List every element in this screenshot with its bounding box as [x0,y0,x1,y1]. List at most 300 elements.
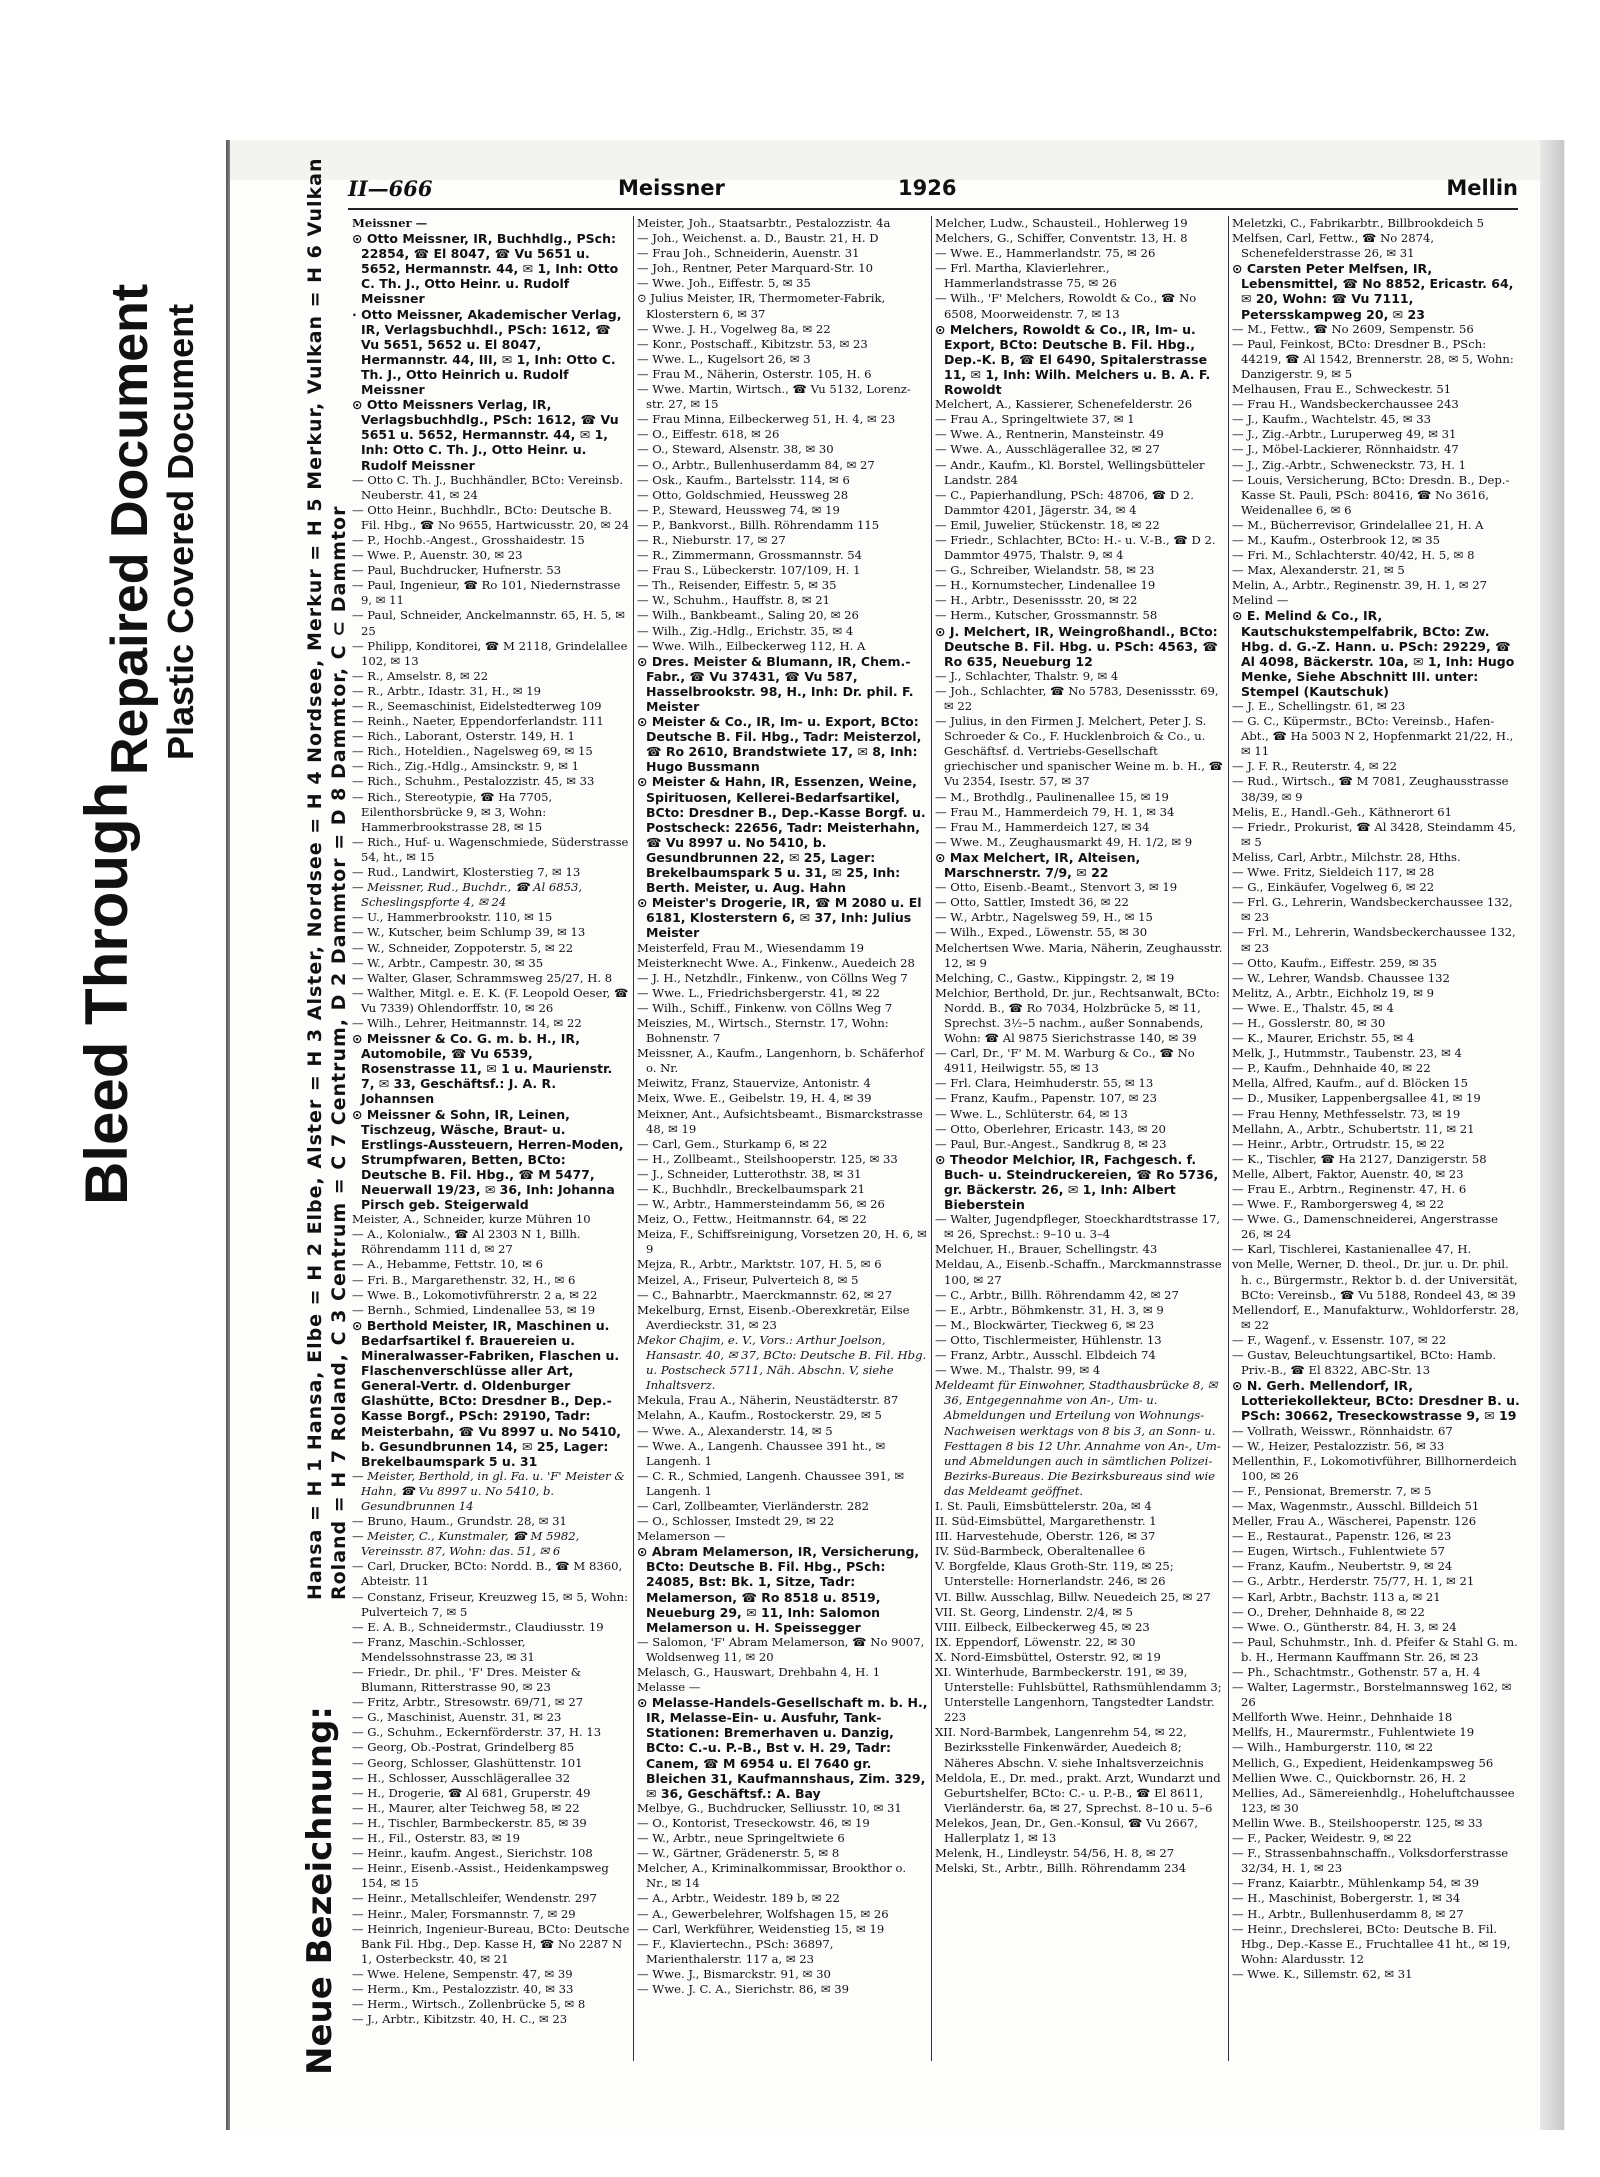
directory-entry: — Meister, Berthold, in gl. Fa. u. 'F' Meister & Hahn, ☎ Vu 8997 u. No 5410, b. Gesundbrunnen 14 [352,1468,625,1513]
directory-entry: Melbye, G., Buchdrucker, Selliusstr. 10, ✉ 31 [637,1800,902,1815]
directory-column-2 [637,216,929,2066]
directory-entry: — J., Zig.-Arbtr., Luruperweg 49, ✉ 31 [1232,427,1457,442]
directory-entry: ⊙ Julius Meister, IR, Thermometer-Fabrik, Klosterstern 6, ✉ 37 [637,291,886,321]
directory-entry: — Karl, Tischlerei, Kastanienallee 47, H. [1232,1242,1472,1257]
directory-entry: Melhausen, Frau E., Schweckestr. 51 [1232,382,1452,397]
directory-entry: — Rud., Landwirt, Klosterstieg 7, ✉ 13 [352,865,581,880]
directory-entry: — F., Klaviertechn., PSch: 36897, Marienthalerstr. 117 a, ✉ 23 [637,1936,834,1966]
directory-entry: — Carl, Zollbeamter, Vierländerstr. 282 [637,1498,870,1513]
directory-entry: — Carl, Dr., 'F' M. M. Warburg & Co., ☎ No 4911, Heilwigstr. 55, ✉ 13 [935,1046,1195,1076]
directory-entry: — Otto C. Th. J., Buchhändler, BCto: Vereinsb. Neuberstr. 41, ✉ 24 [352,472,624,502]
directory-entry: — W., Kutscher, beim Schlump 39, ✉ 13 [352,925,586,940]
directory-entry: — Philipp, Konditorei, ☎ M 2118, Grindelallee 102, ✉ 13 [352,638,628,668]
directory-entry: ⊙ Theodor Melchior, IR, Fachgesch. f. Buch- u. Steindruckereien, ☎ Ro 5736, gr. Bäckerstr. 26, ✉ 1, Inh: Albert Bieberstein [935,1151,1219,1213]
directory-entry: — Frau A., Springeltwiete 37, ✉ 1 [935,412,1135,427]
directory-entry: — W., Schneider, Zoppoterstr. 5, ✉ 22 [352,940,574,955]
directory-entry: — Salomon, 'F' Abram Melamerson, ☎ No 9007, Woldsenweg 11, ✉ 20 [637,1634,925,1664]
directory-entry: — Paul, Schuhmstr., Inh. d. Pfeifer & Stahl G. m. b. H., Hermann Kauffmann Str. 26, ✉ 23 [1232,1634,1518,1664]
directory-entry: Meiza, F., Schiffsreinigung, Vorsetzen 20, H. 6, ✉ 9 [637,1227,927,1257]
directory-entry: — W., Arbtr., Campestr. 30, ✉ 35 [352,955,544,970]
directory-entry: ⊙ Dres. Meister & Blumann, IR, Chem.-Fabr., ☎ Vu 37431, ☎ Vu 587, Hasselbrookstr. 98, H., Inh: Dr. phil. F. Meister [637,653,914,714]
directory-entry: — Karl, Arbtr., Bachstr. 113 a, ✉ 21 [1232,1589,1441,1604]
directory-entry: — Frau Henny, Methfesselstr. 73, ✉ 19 [1232,1106,1461,1121]
directory-entry: III. Harvestehude, Oberstr. 126, ✉ 37 [935,1529,1156,1544]
directory-entry: — P., Bankvorst., Billh. Röhrendamm 115 [637,517,880,532]
directory-entry: — Friedr., Prokurist, ☎ Al 3428, Steindamm 45, ✉ 5 [1232,819,1517,849]
column-rule [633,216,634,2061]
directory-entry: — Frau Minna, Eilbeckerweg 51, H. 4, ✉ 23 [637,412,896,427]
directory-entry: — F., Packer, Weidestr. 9, ✉ 22 [1232,1831,1412,1846]
directory-entry: Melin, A., Arbtr., Reginenstr. 39, H. 1, ✉ 27 [1232,578,1487,593]
directory-entry: ⊙ Otto Meissners Verlag, IR, Verlagsbuchhdlg., PSch: 1612, ☎ Vu 5651 u. 5652, Hermannstr. 44, ✉ 1, Inh: Otto C. Th. J., Otto Heinr. u. Rudolf Meissner [352,397,619,473]
directory-entry: — Heinr., Maler, Forsmannstr. 7, ✉ 29 [352,1906,576,1921]
directory-entry: — Paul, Buchdrucker, Hufnerstr. 53 [352,563,562,578]
directory-entry: Melahn, A., Kaufm., Rostockerstr. 29, ✉ 5 [637,1408,882,1423]
directory-entry: — Rich., Schuhm., Pestalozzistr. 45, ✉ 33 [352,774,595,789]
directory-entry: — G., Maschinist, Auenstr. 31, ✉ 23 [352,1710,562,1725]
directory-entry: — Wwe. Helene, Sempenstr. 47, ✉ 39 [352,1966,573,1981]
directory-entry: Melcher, A., Kriminalkommissar, Brookthor o. Nr., ✉ 14 [637,1861,907,1891]
directory-entry: Meletzki, C., Fabrikarbtr., Billbrookdeich 5 [1232,216,1485,230]
directory-entry: Mellendorf, E., Manufakturw., Wohldorferstr. 28, ✉ 22 [1232,1302,1520,1332]
directory-entry: — Paul, Bur.-Angest., Sandkrug 8, ✉ 23 [935,1136,1167,1151]
directory-entry: — Emil, Juwelier, Stückenstr. 18, ✉ 22 [935,517,1160,532]
directory-entry: — K., Buchhdlr., Breckelbaumspark 21 [637,1182,865,1196]
directory-entry: Meister, A., Schneider, kurze Mühren 10 [352,1212,591,1227]
directory-entry: Melenk, H., Lindleystr. 54/56, H. 8, ✉ 27 [935,1846,1175,1861]
directory-entry: — K., Tischler, ☎ Ha 2127, Danzigerstr. 58 [1232,1151,1487,1166]
directory-entry: — Paul, Ingenieur, ☎ Ro 101, Niedernstrasse 9, ✉ 11 [352,578,621,608]
directory-entry: — Rud., Wirtsch., ☎ M 7081, Zeughausstrasse 38/39, ✉ 9 [1232,774,1509,804]
directory-entry: — Walter, Jugendpfleger, Stoeckhardtstrasse 17, ✉ 26, Sprechst.: 9–10 u. 3–4 [935,1212,1221,1242]
directory-entry: — Osk., Kaufm., Bartelsstr. 114, ✉ 6 [637,472,850,487]
directory-entry: — P., Hochb.-Angest., Grosshaidestr. 15 [352,532,585,547]
directory-entry: — Wwe. O., Güntherstr. 84, H. 3, ✉ 24 [1232,1619,1457,1634]
directory-entry: VII. St. Georg, Lindenstr. 2/4, ✉ 5 [935,1604,1133,1619]
directory-entry: Meliss, Carl, Arbtr., Milchstr. 28, Hths. [1232,849,1461,864]
directory-entry: — E., Arbtr., Böhmkenstr. 31, H. 3, ✉ 9 [935,1302,1164,1317]
directory-entry: — Otto, Eisenb.-Beamt., Stenvort 3, ✉ 19 [935,880,1178,895]
directory-entry: — Wwe. P., Auenstr. 30, ✉ 23 [352,548,523,563]
directory-entry: — M., Bücherrevisor, Grindelallee 21, H. A [1232,517,1484,532]
directory-entry: — Max, Alexanderstr. 21, ✉ 5 [1232,563,1405,578]
page-number: II—666 [348,176,433,201]
directory-entry: — Wwe. A., Rentnerin, Mansteinstr. 49 [935,427,1164,442]
directory-entry: — H., Fil., Osterstr. 83, ✉ 19 [352,1831,521,1846]
directory-entry: — Constanz, Friseur, Kreuzweg 15, ✉ 5, Wohn: Pulverteich 7, ✉ 5 [352,1589,629,1619]
directory-entry: — H., Arbtr., Bullenhuserdamm 8, ✉ 27 [1232,1906,1464,1921]
directory-entry: — H., Zollbeamt., Steilshooperstr. 125, ✉ 33 [637,1151,898,1166]
directory-entry: II. Süd-Eimsbüttel, Margarethenstr. 1 [935,1514,1157,1529]
directory-entry: — Louis, Versicherung, BCto: Dresdn. B., Dep.-Kasse St. Pauli, PSch: 80416, ☎ No 3616, Weidenallee 6, ✉ 6 [1232,472,1510,517]
head-first-name: Meissner [618,176,725,200]
directory-entry: ⊙ Melchers, Rowoldt & Co., IR, Im- u. Export, BCto: Deutsche B. Fil. Hbg., Dep.-K. B, ☎ El 6490, Spitalerstrasse 11, ✉ 1, Inh: Wilh. Melchers u. B. A. F. Rowoldt [935,321,1211,398]
directory-entry: — Frau E., Arbtrn., Reginenstr. 47, H. 6 [1232,1182,1467,1196]
directory-column-4 [1232,216,1520,2066]
directory-entry: — Friedr., Schlachter, BCto: H.- u. V.-B., ☎ D 2. Dammtor 4975, Thalstr. 9, ✉ 4 [935,532,1216,563]
directory-entry: ⊙ Meister & Co., IR, Im- u. Export, BCto: Deutsche B. Fil. Hbg., Tadr: Meisterzol, ☎ Ro 2610, Brandstwiete 17, ✉ 8, Inh: Hugo Bussmann [637,714,922,775]
directory-entry: — Wwe. Martin, Wirtsch., ☎ Vu 5132, Lorenz-str. 27, ✉ 15 [637,382,911,412]
directory-entry: Mellin Wwe. B., Steilshooperstr. 125, ✉ 33 [1232,1815,1483,1830]
directory-entry: — H., Gosslerstr. 80, ✉ 30 [1232,1015,1386,1030]
directory-entry: — Otto, Goldschmied, Heussweg 28 [637,487,849,502]
directory-entry: — M., Fettw., ☎ No 2609, Sempenstr. 56 [1232,321,1474,336]
directory-entry: — Wwe. J. C. A., Sierichstr. 86, ✉ 39 [637,1981,849,1996]
directory-entry: — Gustav, Beleuchtungsartikel, BCto: Hamb. Priv.-B., ☎ El 8322, ABC-Str. 13 [1232,1348,1497,1378]
directory-entry: VIII. Eilbeck, Eilbeckerweg 45, ✉ 23 [935,1619,1150,1634]
running-head [348,176,1518,202]
directory-column-1 [352,216,630,2066]
directory-entry: Meister, Joh., Staatsarbtr., Pestalozzistr. 4a [637,216,891,230]
directory-entry: — F., Pensionat, Bremerstr. 7, ✉ 5 [1232,1483,1432,1498]
column-rule [1228,216,1229,2061]
directory-entry: — W., Heizer, Pestalozzistr. 56, ✉ 33 [1232,1438,1445,1453]
directory-entry: — W., Lehrer, Wandsb. Chaussee 132 [1232,970,1450,985]
directory-entry: — Wwe. M., Thalstr. 99, ✉ 4 [935,1363,1101,1378]
directory-entry: — Otto, Sattler, Imstedt 36, ✉ 22 [935,895,1129,910]
directory-entry: — Wwe. K., Sillemstr. 62, ✉ 31 [1232,1966,1413,1981]
directory-entry: — Rich., Zig.-Hdlg., Amsinckstr. 9, ✉ 1 [352,759,580,774]
directory-entry: — Wwe. E., Thalstr. 45, ✉ 4 [1232,1000,1394,1015]
directory-entry: — Georg, Ob.-Postrat, Grindelberg 85 [352,1740,575,1755]
directory-entry: Melamerson — [637,1529,726,1544]
directory-entry: — Wilh., Schiff., Finkenw. von Cöllns Weg 7 [637,1000,893,1015]
directory-entry: — W., Arbtr., neue Springeltwiete 6 [637,1831,845,1846]
directory-entry: — R., Zimmermann, Grossmannstr. 54 [637,548,862,563]
directory-entry: Mellforth Wwe. Heinr., Dehnhaide 18 [1232,1710,1453,1725]
directory-entry: Meissner — [352,216,428,230]
directory-entry: — Wwe. A., Alexanderstr. 14, ✉ 5 [637,1423,833,1438]
directory-entry: — Andr., Kaufm., Kl. Borstel, Wellingsbütteler Landstr. 284 [935,457,1205,487]
directory-entry: — Max, Wagenmstr., Ausschl. Billdeich 51 [1232,1498,1480,1513]
directory-entry: — Otto, Kaufm., Eiffestr. 259, ✉ 35 [1232,955,1438,970]
directory-entry: — Wwe. Fritz, Sieldeich 117, ✉ 28 [1232,865,1435,880]
directory-entry: — Wwe. E., Hammerlandstr. 75, ✉ 26 [935,246,1156,261]
directory-entry: Mekelburg, Ernst, Eisenb.-Oberexkretär, Eilse Averdieckstr. 31, ✉ 23 [637,1302,910,1332]
directory-entry: IX. Eppendorf, Löwenstr. 22, ✉ 30 [935,1634,1136,1649]
directory-entry: — Fri. B., Margarethenstr. 32, H., ✉ 6 [352,1272,576,1287]
directory-entry: — A., Kolonialw., ☎ Al 2303 N 1, Billh. Röhrendamm 111 d, ✉ 27 [352,1227,581,1257]
directory-entry: — Heinr., Arbtr., Ortrudstr. 15, ✉ 22 [1232,1136,1445,1151]
directory-entry: — Fri. M., Schlachterstr. 40/42, H. 5, ✉ 8 [1232,548,1475,563]
directory-entry: Melk, J., Hutmmstr., Taubenstr. 23, ✉ 4 [1232,1046,1462,1061]
directory-entry: — Julius, in den Firmen J. Melchert, Peter J. S. Schroeder & Co., F. Hucklenbroich & Co., u. Geschäftsf. d. Vertriebs-Gesellschaft griechischer und spanischer Weine m. b. H., ☎ Vu 2354, Isestr. 57, ✉ 37 [935,714,1224,789]
directory-entry: Meisterfeld, Frau M., Wiesendamm 19 [637,940,865,955]
directory-entry: — Wwe. G., Damenschneiderei, Angerstrasse 26, ✉ 24 [1232,1212,1498,1242]
directory-entry: Mellich, G., Expedient, Heidenkampsweg 56 [1232,1755,1494,1770]
directory-entry: — Wwe. M., Zeughausmarkt 49, H. 1/2, ✉ 9 [935,834,1193,849]
directory-entry: — Frau M., Hammerdeich 127, ✉ 34 [935,819,1150,834]
directory-entry: Meldau, A., Eisenb.-Schaffn., Marckmannstrasse 100, ✉ 27 [935,1257,1222,1287]
directory-entry: — O., Arbtr., Bullenhuserdamm 84, ✉ 27 [637,457,875,472]
directory-entry: — C. R., Schmied, Langenh. Chaussee 391, ✉ Langenh. 1 [637,1468,905,1498]
directory-entry: — Wilh., Zig.-Hdlg., Erichstr. 35, ✉ 4 [637,623,854,638]
directory-entry: — C., Papierhandlung, PSch: 48706, ☎ D 2. Dammtor 4201, Jägerstr. 34, ✉ 4 [935,487,1194,517]
directory-entry: — Heinr., kaufm. Angest., Sierichstr. 108 [352,1846,593,1861]
directory-entry: — Wilh., Lehrer, Heitmannstr. 14, ✉ 22 [352,1015,582,1030]
directory-entry: — Meister, C., Kunstmaler, ☎ M 5982, Vereinsstr. 87, Wohn: das. 51, ✉ 6 [352,1529,580,1559]
directory-entry: — Wwe. J. H., Vogelweg 8a, ✉ 22 [637,321,831,336]
directory-entry: — Wilh., Bankbeamt., Saling 20, ✉ 26 [637,608,859,623]
directory-entry: Melind — [1232,593,1289,608]
directory-entry: — R., Arbtr., Idastr. 31, H., ✉ 19 [352,683,541,698]
directory-entry: — Carl, Gem., Sturkamp 6, ✉ 22 [637,1136,828,1151]
directory-entry: — Bernh., Schmied, Lindenallee 53, ✉ 19 [352,1302,596,1317]
directory-entry: — Joh., Rentner, Peter Marquard-Str. 10 [637,261,874,276]
directory-entry: — J., Möbel-Lackierer, Rönnhaidstr. 47 [1232,442,1459,457]
directory-entry: ⊙ Meister's Drogerie, IR, ☎ M 2080 u. El 6181, Klosterstern 6, ✉ 37, Inh: Julius Meister [637,895,922,941]
directory-entry: — Herm., Kutscher, Grossmannstr. 58 [935,608,1158,623]
directory-entry: — R., Amselstr. 8, ✉ 22 [352,668,489,683]
directory-entry: — G., Schuhm., Eckernförderstr. 37, H. 13 [352,1725,602,1740]
directory-entry: — H., Schlosser, Ausschlägerallee 32 [352,1770,571,1785]
directory-entry: — P., Kaufm., Dehnhaide 40, ✉ 22 [1232,1061,1431,1076]
directory-entry: — Joh., Schlachter, ☎ No 5783, Desenissstr. 69, ✉ 22 [935,683,1219,713]
directory-entry: — D., Musiker, Lappenbergsallee 41, ✉ 19 [1232,1091,1481,1106]
plastic-covered-label: Plastic Covered Document [160,303,201,760]
directory-entry: ⊙ Carsten Peter Melfsen, IR, Lebensmittel, ☎ No 8852, Ericastr. 64, ✉ 20, Wohn: ☎ Vu 7111, Petersskampweg 20, ✉ 23 [1232,261,1514,322]
directory-entry: Meisterknecht Wwe. A., Finkenw., Auedeich 28 [637,955,915,970]
directory-entry: — Wwe. Wilh., Eilbeckerweg 112, H. A [637,638,866,653]
directory-entry: — K., Maurer, Erichstr. 55, ✉ 4 [1232,1031,1415,1046]
directory-entry: — Ph., Schachtmstr., Gothenstr. 57 a, H. 4 [1232,1665,1481,1679]
directory-entry: Meller, Frau A., Wäscherei, Papenstr. 126 [1232,1514,1477,1529]
directory-entry: — H., Kornumstecher, Lindenallee 19 [935,578,1156,593]
page-right-edge [1540,140,1600,2130]
directory-entry: Melching, C., Gastw., Kippingstr. 2, ✉ 19 [935,970,1175,985]
directory-entry: — G., Arbtr., Herderstr. 75/77, H. 1, ✉ 21 [1232,1574,1475,1589]
directory-entry: — Meissner, Rud., Buchdr., ☎ Al 6853, Scheslingspforte 4, ✉ 24 [352,880,583,910]
directory-entry: — F., Wagenf., v. Essenstr. 107, ✉ 22 [1232,1332,1447,1347]
directory-entry: Melski, St., Arbtr., Billh. Röhrendamm 234 [935,1861,1187,1876]
directory-entry: — Herm., Wirtsch., Zollenbrücke 5, ✉ 8 [352,1997,586,2012]
banner-title: Neue Bezeichnung: [300,1705,340,2075]
directory-entry: — Wwe. J., Bismarckstr. 91, ✉ 30 [637,1966,831,1981]
directory-entry: — O., Dreher, Dehnhaide 8, ✉ 22 [1232,1604,1425,1619]
directory-entry: Melfsen, Carl, Fettw., ☎ No 2874, Schenefelderstrasse 26, ✉ 31 [1232,231,1435,261]
repaired-document-label: Repaired Document [101,283,159,775]
directory-entry: ⊙ Max Melchert, IR, Alteisen, Marschnerstr. 7/9, ✉ 22 [935,849,1141,881]
banner-line-2: Roland = H 7 Roland, C 3 Centrum = C 7 Centrum, D 2 Dammtor = D 8 Dammtor, C ⊂ Dammtor [328,505,350,1600]
directory-entry: — Heinr., Metallschleifer, Wendenstr. 297 [352,1891,597,1906]
directory-entry: — Wwe. B., Lokomotivführerstr. 2 a, ✉ 22 [352,1287,598,1302]
directory-entry: Meizel, A., Friseur, Pulverteich 8, ✉ 5 [637,1272,859,1287]
directory-entry: — Wilh., Hamburgerstr. 110, ✉ 22 [1232,1740,1434,1755]
directory-entry: ⊙ N. Gerh. Mellendorf, IR, Lotteriekollekteur, BCto: Dresdner B. u. PSch: 30662, Treseckowstrasse 9, ✉ 19 [1232,1378,1520,1424]
directory-entry: — Bruno, Haum., Grundstr. 28, ✉ 31 [352,1514,567,1529]
directory-entry: — O., Steward, Alsenstr. 38, ✉ 30 [637,442,834,457]
directory-entry: Mekor Chajim, e. V., Vors.: Arthur Joelson, Hansastr. 40, ✉ 37, BCto: Deutsche B. Fil. Hbg. u. Postscheck 5711, Näh. Abschn. V, siehe Inhaltsverz. [637,1332,927,1393]
directory-entry: — Wwe. A., Ausschlägerallee 32, ✉ 27 [935,442,1160,457]
directory-entry: Melcher, Ludw., Schausteil., Hohlerweg 19 [935,216,1188,230]
directory-entry: — J., Arbtr., Kibitzstr. 40, H. C., ✉ 23 [352,2012,568,2027]
directory-entry: X. Nord-Eimsbüttel, Osterstr. 92, ✉ 19 [935,1649,1161,1664]
directory-entry: ⊙ Meissner & Sohn, IR, Leinen, Tischzeug, Wäsche, Braut- u. Erstlings-Aussteuern, Herren-Moden, Strumpfwaren, Betten, BCto: Deutsche B. Fil. Hbg., ☎ M 5477, Neuerwall 19/23, ✉ 36, Inh: Johanna Pirsch geb. Steigerwald [352,1106,624,1213]
directory-entry: — O., Eiffestr. 618, ✉ 26 [637,427,780,442]
directory-entry: — Heinrich, Ingenieur-Bureau, BCto: Deutsche Bank Fil. Hbg., Dep. Kasse H, ☎ No 2287 N 1, Osterbeckstr. 40, ✉ 21 [352,1921,630,1966]
directory-entry: — W., Arbtr., Nagelsweg 59, H., ✉ 15 [935,910,1153,925]
directory-entry: — O., Kontorist, Treseckowstr. 46, ✉ 19 [637,1815,870,1830]
directory-entry: — J., Kaufm., Wachtelstr. 45, ✉ 33 [1232,412,1431,427]
directory-entry: Meiwitz, Franz, Stauervize, Antonistr. 4 [637,1076,871,1091]
directory-entry: — Rich., Stereotypie, ☎ Ha 7705, Eilenthorsbrücke 9, ✉ 3, Wohn: Hammerbrookstrasse 28, ✉ 15 [352,789,553,834]
directory-entry: — Frau H., Wandsbeckerchaussee 243 [1232,397,1459,412]
directory-entry: Melchuer, H., Brauer, Schellingstr. 43 [935,1242,1158,1257]
directory-entry: — Frl. G., Lehrerin, Wandsbeckerchaussee 132, ✉ 23 [1232,895,1513,925]
directory-entry: — Joh., Weichenst. a. D., Baustr. 21, H. D [637,231,879,246]
directory-entry: — U., Hammerbrookstr. 110, ✉ 15 [352,910,553,925]
directory-entry: Meldeamt für Einwohner, Stadthausbrücke 8, ✉ 36, Entgegennahme von An-, Um- u. Abmeldungen und Erteilung von Wohnungs-Nachweisen werktags von 8 bis 3, an Sonn- u. Festtagen 8 bis 12 Uhr. Annahme von An-, Um- und Abmeldungen auch in sämtlichen Polizei-Bezirks-Bureaus. Die Bezirksbureaus sind wie das Meldeamt geöffnet. [935,1378,1221,1498]
directory-entry: Mellies, Ad., Sämereienhdlg., Hoheluftchaussee 123, ✉ 30 [1232,1785,1515,1815]
directory-entry: — Paul, Schneider, Anckelmannstr. 65, H. 5, ✉ 25 [352,608,625,638]
directory-entry: — G., Einkäufer, Vogelweg 6, ✉ 22 [1232,880,1435,895]
directory-entry: Meixner, Ant., Aufsichtsbeamt., Bismarckstrasse 48, ✉ 19 [637,1106,923,1136]
directory-entry: — Carl, Drucker, BCto: Nordd. B., ☎ M 8360, Abteistr. 11 [352,1559,623,1589]
directory-entry: ⊙ Otto Meissner, IR, Buchhdlg., PSch: 22854, ☎ El 8047, ☎ Vu 5651 u. 5652, Hermannstr. 44, ✉ 1, Inh: Otto C. Th. J., Otto Heinr. u. Rudolf Meissner [352,231,619,307]
directory-entry: Melchert, A., Kassierer, Schenefelderstr. 26 [935,397,1193,412]
directory-entry: ⊙ Meissner & Co. G. m. b. H., IR, Automobile, ☎ Vu 6539, Rosenstrasse 11, ✉ 1 u. Maurienstr. 7, ✉ 33, Geschäftsf.: J. A. R. Johannsen [352,1031,613,1107]
directory-entry: — Otto, Tischlermeister, Hühlenstr. 13 [935,1332,1162,1347]
bleed-through-label: Bleed Through [73,781,140,1205]
directory-entry: — Konr., Postschaff., Kibitzstr. 53, ✉ 23 [637,336,868,351]
directory-entry: — Frl. Clara, Heimhuderstr. 55, ✉ 13 [935,1076,1154,1091]
directory-entry: — Carl, Werkführer, Weidenstieg 15, ✉ 19 [637,1921,885,1936]
directory-entry: — Frl. Martha, Klavierlehrer., Hammerlandstrasse 75, ✉ 26 [935,261,1117,291]
head-last-name: Mellin [1446,176,1518,200]
directory-entry: ⊙ Abram Melamerson, IR, Versicherung, BCto: Deutsche B. Fil. Hbg., PSch: 24085, Bst: Bk. 1, Sitze, Tadr: Melamerson, ☎ Ro 8518 u. 8519, Neueburg 29, ✉ 11, Inh: Salomon Melamerson u. H. Speissegger [637,1544,920,1635]
directory-entry: — R., Seemaschinist, Eidelstedterweg 109 [352,699,602,713]
directory-entry: — P., Steward, Heussweg 74, ✉ 19 [637,502,840,517]
directory-entry: VI. Billw. Ausschlag, Billw. Neuedeich 25, ✉ 27 [935,1589,1211,1604]
directory-entry: — J. E., Schellingstr. 61, ✉ 23 [1232,699,1406,713]
directory-entry: Mella, Alfred, Kaufm., auf d. Blöcken 15 [1232,1076,1469,1091]
directory-entry: — G. C., Küpermstr., BCto: Vereinsb., Hafen-Abt., ☎ Ha 5003 N 2, Hopfenmarkt 21/22, H., ✉ 11 [1232,714,1514,759]
directory-entry: — Vollrath, Weisswr., Rönnhaidstr. 67 [1232,1423,1453,1438]
directory-entry: — Franz, Kaufm., Papenstr. 107, ✉ 23 [935,1091,1157,1106]
directory-entry: Meix, Wwe. E., Geibelstr. 19, H. 4, ✉ 39 [637,1091,872,1106]
directory-entry: — Rich., Hoteldien., Nagelsweg 69, ✉ 15 [352,744,593,759]
directory-entry: — A., Gewerbelehrer, Wolfshagen 15, ✉ 26 [637,1906,889,1921]
directory-entry: Mekula, Frau A., Näherin, Neustädterstr. 87 [637,1393,899,1408]
directory-entry: ⊙ Meister & Hahn, IR, Essenzen, Weine, Spirituosen, Kellerei-Bedarfsartikel, BCto: Dresdner B., Dep.-Kasse Borgf. u. Postscheck: 22656, Tadr: Meisterhahn, ☎ Vu 8997 u. No 5410, b. Gesundbrunnen 22, ✉ 25, Lager: Brekelbaumspark 5 u. 31, ✉ 25, Inh: Berth. Meister, u. Aug. Hahn [637,774,926,896]
directory-entry: — M., Kaufm., Osterbrook 12, ✉ 35 [1232,532,1441,547]
directory-entry: I. St. Pauli, Eimsbüttelerstr. 20a, ✉ 4 [935,1498,1152,1513]
directory-entry: — A., Arbtr., Weidestr. 189 b, ✉ 22 [637,1891,840,1906]
directory-entry: — Wilh., 'F' Melchers, Rowoldt & Co., ☎ No 6508, Moorweidenstr. 7, ✉ 13 [935,291,1197,321]
directory-column-3 [935,216,1226,2066]
column-rule [931,216,932,2061]
directory-entry: Melle, Albert, Faktor, Auenstr. 40, ✉ 23 [1232,1166,1464,1181]
directory-entry: — Franz, Kaufm., Neubertstr. 9, ✉ 24 [1232,1559,1453,1574]
directory-entry: — Frl. M., Lehrerin, Wandsbeckerchaussee 132, ✉ 23 [1232,925,1516,955]
directory-entry: — Eugen, Wirtsch., Fuhlentwiete 57 [1232,1544,1446,1559]
directory-entry: — C., Arbtr., Billh. Röhrendamm 42, ✉ 27 [935,1287,1179,1302]
directory-entry: XI. Winterhude, Barmbeckerstr. 191, ✉ 39, Unterstelle: Fuhlsbüttel, Rathsmühlendamm 3; Unterstelle Langenhorn, Tangstedter Landstr. 223 [935,1665,1222,1725]
directory-entry: — Franz, Maschin.-Schlosser, Mendelssohnstrasse 23, ✉ 31 [352,1634,535,1664]
directory-entry: Melis, E., Handl.-Geh., Käthnerort 61 [1232,804,1453,819]
directory-entry: — A., Hebamme, Fettstr. 10, ✉ 6 [352,1257,543,1272]
directory-entry: — Frau M., Hammerdeich 79, H. 1, ✉ 34 [935,804,1175,819]
directory-entry: — Walter, Lagermstr., Borstelmannsweg 162, ✉ 26 [1232,1680,1512,1710]
directory-entry: Mellenthin, F., Lokomotivführer, Billhornerdeich 100, ✉ 26 [1232,1453,1517,1483]
directory-entry: ⊙ E. Melind & Co., IR, Kautschukstempelfabrik, BCto: Zw. Hbg. d. G.-Z. Hann. u. PSch: 29229, ☎ Al 4098, Bäckerstr. 10a, ✉ 1, Inh: Hugo Menke, Siehe Abschnitt III. unter: Stempel (Kautschuk) [1232,608,1515,699]
directory-entry: — Wwe. L., Schlüterstr. 64, ✉ 13 [935,1106,1128,1121]
directory-entry: — J. H., Netzhdlr., Finkenw., von Cöllns Weg 7 [637,970,908,985]
directory-entry: — H., Tischler, Barmbeckerstr. 85, ✉ 39 [352,1815,587,1830]
directory-entry: — Franz, Arbtr., Ausschl. Elbdeich 74 [935,1348,1156,1363]
directory-entry: — Wilh., Exped., Löwenstr. 55, ✉ 30 [935,925,1148,940]
directory-entry: ⊙ J. Melchert, IR, Weingroßhandl., BCto: Deutsche B. Fil. Hbg. u. PSch: 4563, ☎ Ro 635, Neueburg 12 [935,623,1218,669]
directory-entry: — Otto Heinr., Buchhdlr., BCto: Deutsche B. Fil. Hbg., ☎ No 9655, Hartwicusstr. 20, ✉ 24 [352,502,629,532]
directory-entry: — Otto, Oberlehrer, Ericastr. 143, ✉ 20 [935,1121,1166,1136]
directory-entry: Melasse — [637,1680,701,1695]
directory-entry: — Rich., Laborant, Osterstr. 149, H. 1 [352,729,575,744]
directory-entry: — H., Arbtr., Desenissstr. 20, ✉ 22 [935,593,1138,608]
directory-entry: V. Borgfelde, Klaus Groth-Str. 119, ✉ 25; Unterstelle: Hornerlandstr. 246, ✉ 26 [935,1559,1174,1589]
directory-entry: — J., Schneider, Lutterothstr. 38, ✉ 31 [637,1166,862,1181]
directory-entry: — Wwe. L., Friedrichsbergerstr. 41, ✉ 22 [637,985,881,1000]
directory-entry: — Georg, Schlosser, Glashüttenstr. 101 [352,1755,583,1770]
directory-entry: — E. A. B., Schneidermstr., Claudiusstr. 19 [352,1619,604,1634]
directory-entry: Melchers, G., Schiffer, Conventstr. 13, H. 8 [935,231,1188,246]
directory-entry: — Frau S., Lübeckerstr. 107/109, H. 1 [637,563,861,578]
directory-entry: — F., Strassenbahnschaffn., Volksdorferstrasse 32/34, H. 1, ✉ 23 [1232,1846,1509,1876]
directory-entry: — W., Schuhm., Hauffstr. 8, ✉ 21 [637,593,830,608]
directory-entry: Melekos, Jean, Dr., Gen.-Konsul, ☎ Vu 2667, Hallerplatz 1, ✉ 13 [935,1815,1199,1846]
directory-entry: von Melle, Werner, D. theol., Dr. jur. u. Dr. phil. h. c., Bürgermstr., Rektor b. d. der Universität, BCto: Vereinsb., ☎ Vu 5188, Rondeel 43, ✉ 39 [1232,1257,1518,1302]
directory-entry: · Otto Meissner, Akademischer Verlag, IR, Verlagsbuchhdl., PSch: 1612, ☎ Vu 5651, 5652 u. El 8047, Hermannstr. 44, III, ✉ 1, Inh: Otto C. Th. J., Otto Heinrich u. Rudolf Meissner [352,306,622,398]
banner-line-1: Hansa = H 1 Hansa, Elbe = H 2 Elbe, Alster = H 3 Alster, Nordsee = H 4 Nordsee, Merkur = H 5 Merkur, Vulkan = H 6 Vulkan [304,157,326,1600]
head-rule [348,208,1518,210]
directory-entry: XII. Nord-Barmbek, Langenrehm 54, ✉ 22, Bezirksstelle Finkenwärder, Auedeich 8; Näheres Abschn. V. siehe Inhaltsverzeichnis [935,1725,1204,1770]
directory-entry: Melchior, Berthold, Dr. jur., Rechtsanwalt, BCto: Nordd. B., ☎ Ro 7034, Holzbrücke 5, ✉ 11, Sprechst. 3½–5 nachm., außer Sonnabends, Wohn: ☎ Al 9875 Sierichstrasse 140, ✉ 39 [935,985,1220,1046]
directory-entry: — G., Schreiber, Wielandstr. 58, ✉ 23 [935,563,1155,578]
directory-entry: — C., Bahnarbtr., Maerckmannstr. 62, ✉ 27 [637,1287,893,1302]
directory-entry: — Frau M., Näherin, Osterstr. 105, H. 6 [637,366,872,381]
directory-entry: Meiszies, M., Wirtsch., Sternstr. 17, Wohn: Bohnenstr. 7 [637,1015,889,1046]
directory-entry: — Heinr., Drechslerei, BCto: Deutsche B. Fil. Hbg., Dep.-Kasse E., Fruchtallee 41 ht., ✉ 19, Wohn: Alardusstr. 12 [1232,1921,1511,1966]
directory-entry: — Reinh., Naeter, Eppendorferlandstr. 111 [352,714,604,729]
directory-entry: Mellfs, H., Maurermstr., Fuhlentwiete 19 [1232,1725,1475,1740]
directory-entry: Meldola, E., Dr. med., prakt. Arzt, Wundarzt und Geburtshelfer, BCto: C.- u. P.-B., ☎ El 8611, Vierländerstr. 6a, ✉ 27, Sprechst. 8–10 u. 5–6 [935,1770,1221,1815]
directory-entry: — E., Restaurat., Papenstr. 126, ✉ 23 [1232,1529,1452,1544]
directory-entry: — Franz, Kaiarbtr., Mühlenkamp 54, ✉ 39 [1232,1876,1480,1891]
directory-entry: — H., Drogerie, ☎ Al 681, Gruperstr. 49 [352,1785,591,1800]
directory-entry: — H., Maschinist, Bobergerstr. 1, ✉ 34 [1232,1891,1461,1906]
directory-entry: — Walther, Mitgl. e. E. K. (F. Leopold Oeser, ☎ Vu 7339) Ohlendorffstr. 10, ✉ 26 [352,985,629,1015]
directory-entry: Meissner, A., Kaufm., Langenhorn, b. Schäferhof o. Nr. [637,1046,924,1076]
directory-entry: — Th., Reisender, Eiffestr. 5, ✉ 35 [637,578,837,593]
directory-entry: — Wwe. Joh., Eiffestr. 5, ✉ 35 [637,276,811,291]
directory-entry: Melasch, G., Hauswart, Drehbahn 4, H. 1 [637,1665,881,1679]
directory-entry: — Wwe. F., Ramborgersweg 4, ✉ 22 [1232,1197,1445,1212]
directory-entry: IV. Süd-Barmbeck, Oberaltenallee 6 [935,1544,1146,1559]
directory-entry: Mejza, R., Arbtr., Marktstr. 107, H. 5, ✉ 6 [637,1257,882,1272]
directory-entry: — Wwe. A., Langenh. Chaussee 391 ht., ✉ Langenh. 1 [637,1438,886,1468]
directory-entry: — Fritz, Arbtr., Stresowstr. 69/71, ✉ 27 [352,1695,584,1710]
directory-entry: — J., Zig.-Arbtr., Schweneckstr. 73, H. 1 [1232,457,1466,472]
directory-entry: — Friedr., Dr. phil., 'F' Dres. Meister & Blumann, Ritterstrasse 90, ✉ 23 [352,1665,582,1695]
directory-entry: — Wwe. L., Kugelsort 26, ✉ 3 [637,351,811,366]
directory-entry: ⊙ Melasse-Handels-Gesellschaft m. b. H., IR, Melasse-Ein- u. Ausfuhr, Tank-Stationen: Bremerhaven u. Danzig, BCto: C.-u. P.-B., Bst v. H. 29, Tadr: Canem, ☎ M 6954 u. El 7640 gr. Bleichen 31, Kaufmannshaus, Zim. 329, ✉ 36, Geschäftsf.: A. Bay [637,1695,928,1801]
directory-entry: — M., Blockwärter, Tieckweg 6, ✉ 23 [935,1317,1155,1332]
directory-entry: — Rich., Huf- u. Wagenschmiede, Süderstrasse 54, ht., ✉ 15 [352,834,629,864]
directory-entry: Mellien Wwe. C., Quickbornstr. 26, H. 2 [1232,1770,1467,1785]
directory-entry: Mellahn, A., Arbtr., Schubertstr. 11, ✉ 21 [1232,1121,1475,1136]
directory-entry: Melchertsen Wwe. Maria, Näherin, Zeughausstr. 12, ✉ 9 [935,940,1223,970]
directory-entry: Meiz, O., Fettw., Heitmannstr. 64, ✉ 22 [637,1212,867,1227]
head-year: 1926 [898,176,957,200]
